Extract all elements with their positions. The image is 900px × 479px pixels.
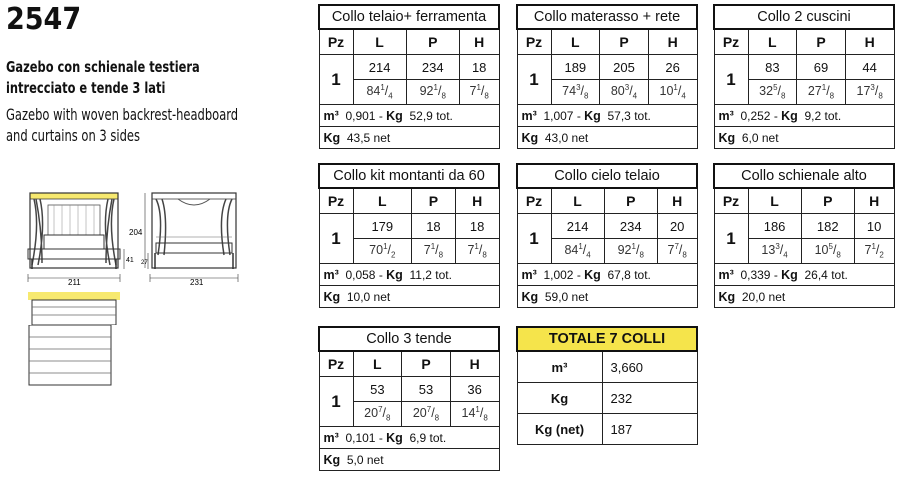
dim-p-inch: $92^1/_8$ (406, 80, 459, 105)
dim-l-inch: $70^1/_2$ (353, 239, 412, 264)
dim-p-inch: $80^3/_4$ (600, 80, 649, 105)
dim-p-inch: $10^5/_8$ (801, 239, 854, 264)
col-p: P (801, 188, 854, 214)
dim-b-label: 27 (141, 260, 148, 266)
package-title: Collo 2 cuscini (714, 5, 894, 29)
package-volume-weight: m³ 0,252 - Kg 9,2 tot. (714, 105, 894, 127)
col-p: P (604, 188, 657, 214)
height-label: 204 (129, 228, 143, 237)
package-title: Collo 3 tende (319, 327, 499, 351)
package-qty: 1 (714, 214, 748, 264)
package-qty: 1 (319, 377, 353, 427)
package-table (318, 4, 500, 149)
dim-h-inch: $17^3/_8$ (845, 80, 894, 105)
package-title: Collo kit montanti da 60 (319, 164, 499, 188)
dim-p-cm: 18 (412, 214, 456, 239)
dim-p-cm: 53 (402, 377, 451, 402)
dim-l-cm: 214 (551, 214, 604, 239)
dim-p-inch: $92^1/_8$ (604, 239, 657, 264)
col-h: H (854, 188, 894, 214)
dim-l-cm: 189 (551, 55, 600, 80)
package-volume-weight: m³ 1,002 - Kg 67,8 tot. (517, 264, 697, 286)
package-net-weight: Kg 20,0 net (714, 286, 894, 308)
dim-h-cm: 20 (657, 214, 697, 239)
dim-h-cm: 26 (648, 55, 697, 80)
package-net-weight: Kg 59,0 net (517, 286, 697, 308)
dim-l-cm: 186 (748, 214, 801, 239)
col-l: L (353, 188, 412, 214)
product-code: 2547 (6, 2, 82, 37)
package-table (318, 326, 500, 471)
package-volume-weight: m³ 0,339 - Kg 26,4 tot. (714, 264, 894, 286)
col-h: H (657, 188, 697, 214)
dim-a-label: 41 (126, 257, 134, 264)
depth-label: 231 (190, 278, 204, 287)
col-pz: Pz (319, 188, 353, 214)
col-l: L (551, 188, 604, 214)
col-l: L (551, 29, 600, 55)
width-label: 211 (68, 278, 81, 287)
dim-h-cm: 18 (459, 55, 499, 80)
package-title: Collo cielo telaio (517, 164, 697, 188)
col-pz: Pz (319, 29, 353, 55)
package-table (713, 163, 895, 308)
dim-l-inch: $20^7/_8$ (353, 402, 402, 427)
dim-l-inch: $84^1/_4$ (353, 80, 406, 105)
dim-h-cm: 10 (854, 214, 894, 239)
dim-h-inch: $10^1/_4$ (648, 80, 697, 105)
total-row-kg: Kg 232 (517, 383, 697, 414)
col-h: H (450, 351, 499, 377)
package-qty: 1 (517, 214, 551, 264)
dim-p-cm: 205 (600, 55, 649, 80)
col-pz: Pz (319, 351, 353, 377)
dim-h-inch: $7^1/_8$ (455, 239, 499, 264)
package-net-weight: Kg 5,0 net (319, 449, 499, 471)
dim-h-inch: $7^7/_8$ (657, 239, 697, 264)
dim-p-cm: 234 (406, 55, 459, 80)
col-pz: Pz (714, 188, 748, 214)
top-view (28, 292, 120, 325)
total-table (516, 326, 698, 445)
dim-l-inch: $74^3/_8$ (551, 80, 600, 105)
col-pz: Pz (714, 29, 748, 55)
dim-h-cm: 36 (450, 377, 499, 402)
col-l: L (748, 188, 801, 214)
total-row-m3: m³ 3,660 (517, 351, 697, 383)
package-title: Collo materasso + rete (517, 5, 697, 29)
col-p: P (406, 29, 459, 55)
col-p: P (600, 29, 649, 55)
package-table (516, 4, 698, 149)
col-l: L (353, 29, 406, 55)
package-volume-weight: m³ 0,101 - Kg 6,9 tot. (319, 427, 499, 449)
dim-p-cm: 69 (797, 55, 846, 80)
package-title: Collo telaio+ ferramenta (319, 5, 499, 29)
dim-h-inch: $7^1/_2$ (854, 239, 894, 264)
dim-h-cm: 44 (845, 55, 894, 80)
package-table (713, 4, 895, 149)
package-volume-weight: m³ 0,901 - Kg 52,9 tot. (319, 105, 499, 127)
package-title: Collo schienale alto (714, 164, 894, 188)
col-p: P (412, 188, 456, 214)
dim-h-inch: $14^1/_8$ (450, 402, 499, 427)
col-l: L (748, 29, 797, 55)
dim-p-inch: $27^1/_8$ (797, 80, 846, 105)
col-h: H (455, 188, 499, 214)
col-h: H (648, 29, 697, 55)
side-view (145, 193, 238, 282)
dim-l-cm: 214 (353, 55, 406, 80)
total-row-kg-net: Kg (net) 187 (517, 414, 697, 445)
total-title: TOTALE 7 COLLI (517, 327, 697, 351)
package-qty: 1 (319, 214, 353, 264)
package-net-weight: Kg 10,0 net (319, 286, 499, 308)
col-h: H (845, 29, 894, 55)
col-p: P (797, 29, 846, 55)
package-qty: 1 (517, 55, 551, 105)
dim-l-cm: 83 (748, 55, 797, 80)
package-volume-weight: m³ 0,058 - Kg 11,2 tot. (319, 264, 499, 286)
package-net-weight: Kg 6,0 net (714, 127, 894, 149)
dim-l-inch: $84^1/_4$ (551, 239, 604, 264)
dim-l-inch: $32^5/_8$ (748, 80, 797, 105)
dim-l-cm: 179 (353, 214, 412, 239)
package-table (516, 163, 698, 308)
dim-p-inch: $20^7/_8$ (402, 402, 451, 427)
package-qty: 1 (319, 55, 353, 105)
product-title-it: Gazebo con schienale testiera intrecciato e tende 3 lati (6, 58, 200, 97)
dim-p-inch: $7^1/_8$ (412, 239, 456, 264)
dim-l-cm: 53 (353, 377, 402, 402)
package-net-weight: Kg 43,5 net (319, 127, 499, 149)
dim-p-cm: 234 (604, 214, 657, 239)
col-pz: Pz (517, 29, 551, 55)
dim-h-inch: $7^1/_8$ (459, 80, 499, 105)
dim-l-inch: $13^3/_4$ (748, 239, 801, 264)
package-table (318, 163, 500, 308)
front-view (28, 193, 124, 282)
dim-h-cm: 18 (455, 214, 499, 239)
product-drawing (18, 185, 268, 325)
col-pz: Pz (517, 188, 551, 214)
col-p: P (402, 351, 451, 377)
product-title-en: Gazebo with woven backrest-headboard and curtains on 3 sides (6, 105, 239, 145)
package-net-weight: Kg 43,0 net (517, 127, 697, 149)
col-l: L (353, 351, 402, 377)
package-volume-weight: m³ 1,007 - Kg 57,3 tot. (517, 105, 697, 127)
dim-p-cm: 182 (801, 214, 854, 239)
top-view-lower (28, 325, 112, 387)
package-qty: 1 (714, 55, 748, 105)
col-h: H (459, 29, 499, 55)
